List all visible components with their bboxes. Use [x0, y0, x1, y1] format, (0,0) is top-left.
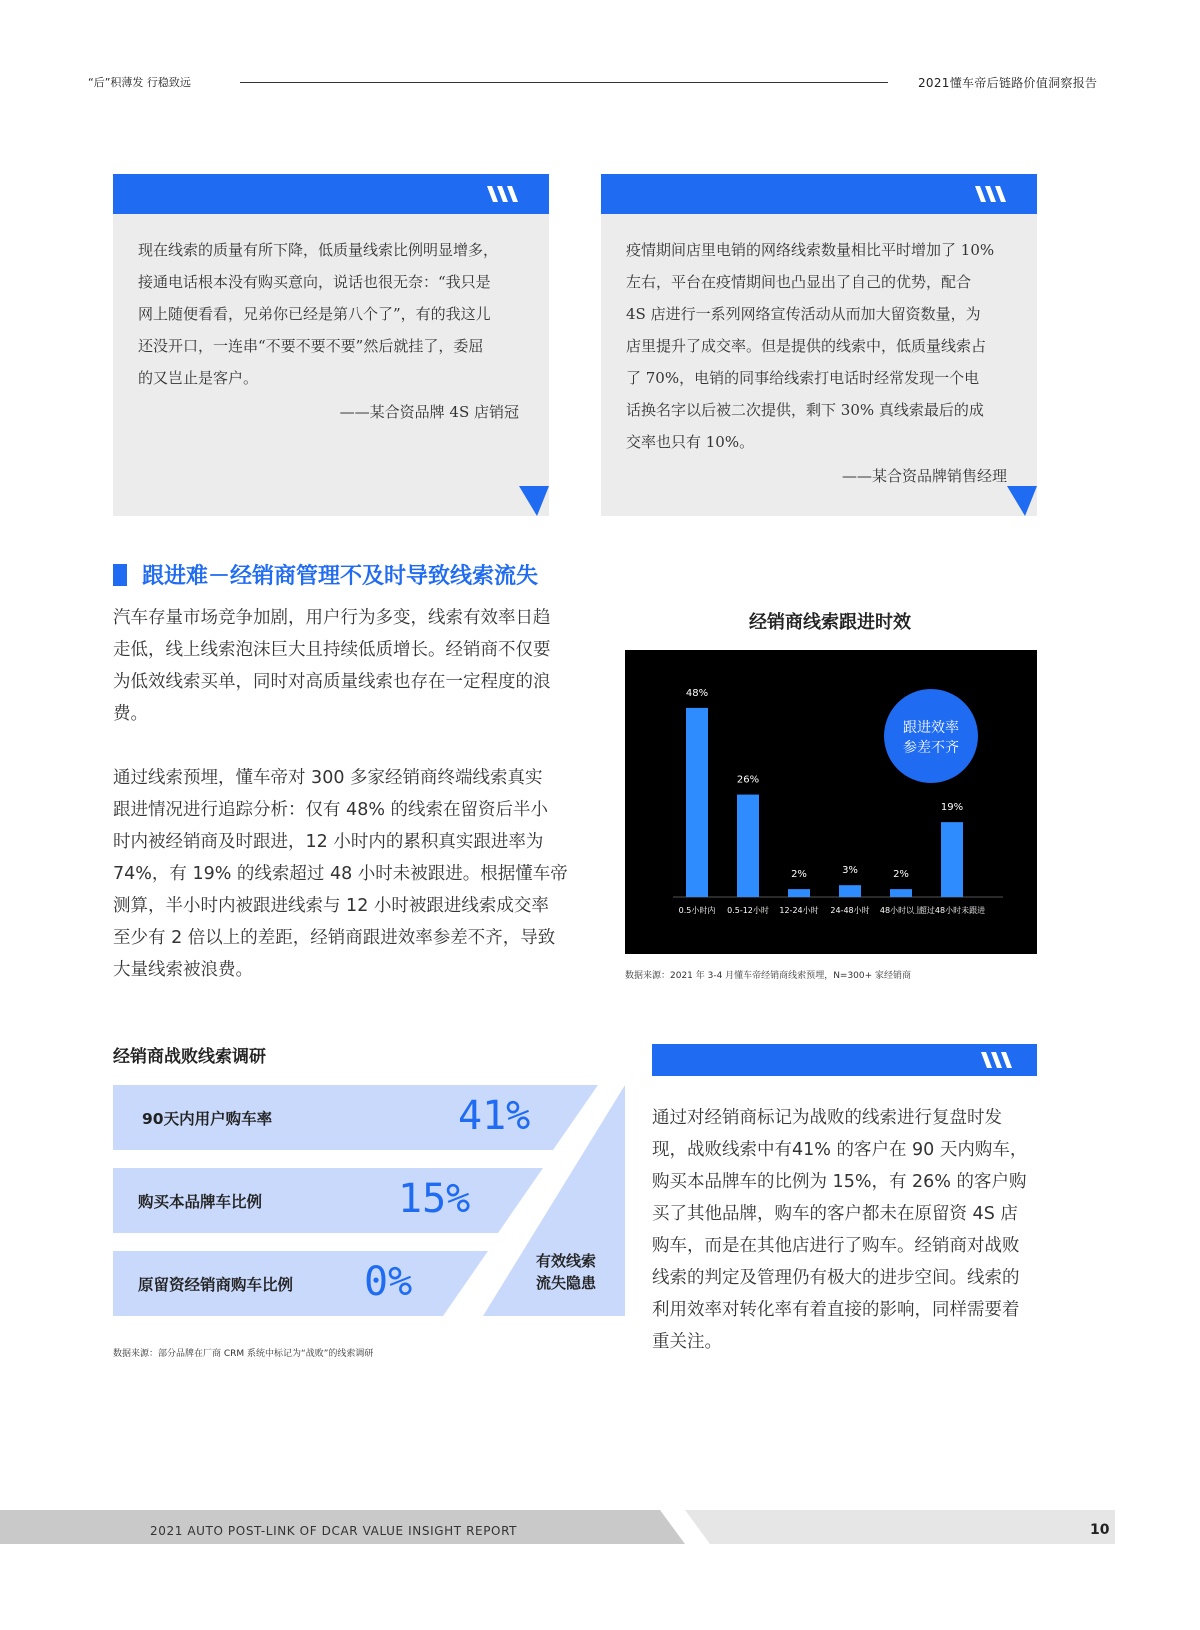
- quote-line: 的又岂止是客户。: [138, 369, 259, 387]
- quote-line: 交率也只有 10%。: [626, 433, 755, 451]
- text-line: 购买本品牌车的比例为 15%，有 26% 的客户购: [652, 1172, 1027, 1192]
- text-line: 跟进情况进行追踪分析：仅有 48% 的线索在留资后半小: [113, 800, 549, 820]
- header-left-title: “后”积薄发 行稳致远: [88, 76, 191, 89]
- category-label: 24-48小时: [830, 906, 870, 915]
- header-divider: [240, 82, 888, 83]
- quote-1-text: [138, 234, 528, 394]
- page-number: 10: [1090, 1522, 1110, 1538]
- text-line: 利用效率对转化率有着直接的影响，同样需要着: [652, 1300, 1020, 1320]
- text-line: 通过线索预埋，懂车帝对 300 多家经销商终端线索真实: [113, 768, 543, 788]
- category-label: 0.5-12小时: [727, 906, 769, 915]
- bar-1: [686, 708, 708, 897]
- text-line: 通过对经销商标记为战败的线索进行复盘时发: [652, 1108, 1002, 1128]
- category-label: 超过48小时未跟进: [918, 906, 986, 915]
- quote-2-source: ——某合资品牌销售经理: [841, 467, 1007, 485]
- category-label: 0.5小时内: [678, 906, 716, 915]
- text-line: 汽车存量市场竞争加剧，用户行为多变，线索有效率日趋: [113, 608, 551, 628]
- quote-1-source: ——某合资品牌 4S 店销冠: [339, 403, 519, 421]
- header-right-title: 2021懂车帝后链路价值洞察报告: [918, 76, 1098, 90]
- bar-6: [941, 822, 963, 897]
- quote-2-text: [626, 234, 1026, 458]
- survey-source-note: 数据来源：部分品牌在厂商 CRM 系统中标记为“战败”的线索调研: [113, 1349, 374, 1359]
- text-line: 大量线索被浪费。: [113, 960, 253, 980]
- quote-line: 4S 店进行一系列网络宣传活动从而加大留资数量，为: [626, 305, 981, 323]
- text-line: 购车，而是在其他店进行了购车。经销商对战败: [652, 1236, 1020, 1256]
- quote-card-2-header-bar: [601, 174, 1037, 214]
- bar-chart: [625, 650, 1037, 954]
- survey-title: 经销商战败线索调研: [113, 1047, 266, 1067]
- quote-card-1: [113, 174, 549, 516]
- survey-row-2-label: 购买本品牌车比例: [138, 1193, 263, 1211]
- callout-text-line-1: 跟进效率: [903, 720, 959, 736]
- quote-line: 还没开口，一连串“不要不要不要”然后就挂了，委屈: [138, 337, 484, 355]
- quote-line: 网上随便看看，兄弟你已经是第八个了”，有的我这儿: [138, 305, 491, 323]
- text-line: 为低效线索买单，同时对高质量线索也存在一定程度的浪: [113, 672, 551, 692]
- callout-text-line-2: 参差不齐: [903, 740, 959, 756]
- survey-row-3-value: 0%: [364, 1259, 413, 1305]
- right-text-header-bar: [652, 1044, 1037, 1076]
- bar-value-label: 19%: [940, 802, 964, 814]
- slash-decoration-icon: [975, 186, 1011, 202]
- section-title: 跟进难－经销商管理不及时导致线索流失: [142, 564, 539, 589]
- chart-panel: [625, 650, 1037, 954]
- quote-line: 现在线索的质量有所下降，低质量线索比例明显增多，: [138, 241, 499, 259]
- bar-4: [839, 885, 861, 897]
- category-label: 12-24小时: [779, 906, 819, 915]
- bar-value-label: 26%: [736, 774, 760, 786]
- quote-line: 左右，平台在疫情期间也凸显出了自己的优势，配合: [626, 273, 972, 291]
- bar-value-label: 2%: [791, 869, 807, 881]
- callout-circle: [884, 689, 978, 783]
- slash-decoration-icon: [487, 186, 523, 202]
- side-label-line-1: 有效线索: [536, 1252, 597, 1270]
- text-line: 线索的判定及管理仍有极大的进步空间。线索的: [652, 1268, 1020, 1288]
- text-line: 74%，有 19% 的线索超过 48 小时未被跟进。根据懂车帝: [113, 864, 568, 884]
- text-line: 至少有 2 倍以上的差距，经销商跟进效率参差不齐，导致: [113, 928, 556, 948]
- quote-line: 店里提升了成交率。但是提供的线索中，低质量线索占: [626, 337, 987, 355]
- quote-card-2: [601, 174, 1037, 516]
- text-line: 买了其他品牌，购车的客户都未在原留资 4S 店: [652, 1204, 1018, 1224]
- slash-decoration-icon: [981, 1052, 1017, 1068]
- chart-source-note: 数据来源：2021 年 3-4 月懂车帝经销商线索预埋，N=300+ 家经销商: [625, 971, 912, 981]
- text-line: 重关注。: [652, 1332, 722, 1352]
- bar-2: [737, 795, 759, 897]
- text-line: 走低，线上线索泡沫巨大且持续低质增长。经销商不仅要: [113, 640, 551, 660]
- text-line: 现，战败线索中有41% 的客户在 90 天内购车，: [652, 1140, 1028, 1160]
- side-label-line-2: 流失隐患: [536, 1274, 597, 1292]
- bar-3: [788, 889, 810, 897]
- survey-row-3-label: 原留资经销商购车比例: [138, 1276, 294, 1294]
- survey-row-1-value: 41%: [458, 1093, 531, 1139]
- quote-line: 了 70%，电销的同事给线索打电话时经常发现一个电: [626, 369, 980, 387]
- section-paragraph-2: [113, 762, 583, 986]
- footer-report-title: 2021 AUTO POST-LINK OF DCAR VALUE INSIGHT REPORT: [150, 1524, 518, 1538]
- category-label: 48小时以上: [879, 906, 923, 915]
- bar-5: [890, 889, 912, 897]
- quote-card-1-header-bar: [113, 174, 549, 214]
- text-line: 费。: [113, 704, 148, 724]
- quote-line: 接通电话根本没有购买意向，说话也很无奈：“我只是: [138, 273, 491, 291]
- survey-row-2-value: 15%: [398, 1176, 471, 1222]
- bar-value-label: 48%: [685, 687, 709, 699]
- section-marker: [113, 564, 127, 586]
- survey-side-label: [536, 1250, 596, 1294]
- right-paragraph: [652, 1102, 1052, 1358]
- bar-value-label: 3%: [842, 865, 858, 877]
- corner-triangle-icon: [519, 486, 549, 516]
- survey-row-1-label: 90天内用户购车率: [142, 1110, 273, 1128]
- quote-line: 疫情期间店里电销的网络线索数量相比平时增加了 10%: [626, 241, 995, 259]
- corner-triangle-icon: [1007, 486, 1037, 516]
- bar-value-label: 2%: [893, 869, 909, 881]
- text-line: 时内被经销商及时跟进，12 小时内的累积真实跟进率为: [113, 832, 544, 852]
- section-paragraph-1: [113, 602, 583, 730]
- text-line: 测算，半小时内被跟进线索与 12 小时被跟进线索成交率: [113, 896, 549, 916]
- chart-title: 经销商线索跟进时效: [749, 612, 911, 633]
- quote-line: 话换名字以后被二次提供，剩下 30% 真线索最后的成: [626, 401, 984, 419]
